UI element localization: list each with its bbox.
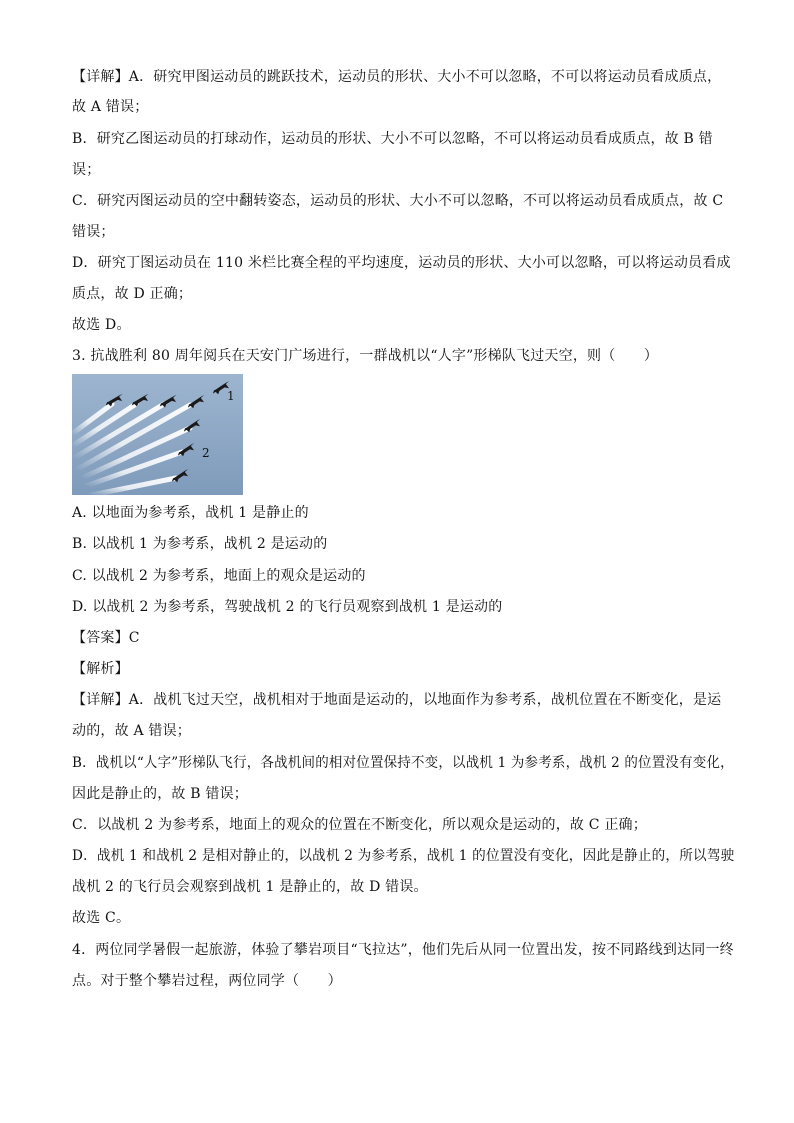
analysis-label: 【解析】: [72, 661, 129, 677]
text-line: 故选 D。: [72, 317, 131, 333]
text-line: 【详解】A．战机飞过天空，战机相对于地面是运动的，以地面作为参考系，战机位置在不断变化，是运: [72, 692, 722, 708]
text-line: 质点，故 D 正确；: [72, 286, 193, 302]
text-line: 错误；: [72, 224, 115, 240]
fighter-jets-formation-image: [72, 374, 243, 495]
text-line: 【详解】A．研究甲图运动员的跳跃技术，运动员的形状、大小不可以忽略，不可以将运动员看成质点，: [72, 69, 722, 85]
text-line: B．研究乙图运动员的打球动作，运动员的形状、大小不可以忽略，不可以将运动员看成质点，故 B 错: [72, 131, 713, 147]
text-line: 因此是静止的，故 B 错误；: [72, 786, 248, 802]
text-line: 战机 2 的飞行员会观察到战机 1 是静止的，故 D 错误。: [72, 879, 428, 895]
text-line: D．战机 1 和战机 2 是相对静止的，以战机 2 为参考系，战机 1 的位置没有变化，因此是静止的，所以驾驶: [72, 848, 735, 864]
text-line: 故 A 错误；: [72, 99, 149, 115]
text-line: D．研究丁图运动员在 110 米栏比赛全程的平均速度，运动员的形状、大小可以忽略，可以将运动员看成: [72, 255, 731, 271]
question-3-stem: 3. 抗战胜利 80 周年阅兵在天安门广场进行，一群战机以“人字”形梯队飞过天空，则（ ）: [72, 348, 659, 364]
jet-label-2: 2: [202, 446, 210, 460]
jet-label-1: 1: [227, 389, 235, 403]
text-line: B．战机以“人字”形梯队飞行，各战机间的相对位置保持不变，以战机 1 为参考系，战机 2 的位置没有变化，: [72, 755, 734, 771]
question-4-stem: 4．两位同学暑假一起旅游，体验了攀岩项目“飞拉达”，他们先后从同一位置出发，按不同路线到达同一终: [72, 942, 734, 958]
answer-label: 【答案】C: [72, 630, 140, 646]
text-line: 故选 C。: [72, 910, 131, 926]
option-c: C. 以战机 2 为参考系，地面上的观众是运动的: [72, 568, 366, 584]
question-4-stem-cont: 点。对于整个攀岩过程，两位同学（ ）: [72, 973, 342, 989]
text-line: C．研究丙图运动员的空中翻转姿态，运动员的形状、大小不可以忽略，不可以将运动员看成质点，故 C: [72, 193, 724, 209]
text-line: 动的，故 A 错误；: [72, 723, 192, 739]
text-line: 误；: [72, 162, 101, 178]
option-b: B. 以战机 1 为参考系，战机 2 是运动的: [72, 536, 328, 552]
text-line: C．以战机 2 为参考系，地面上的观众的位置在不断变化，所以观众是运动的，故 C 正确；: [72, 817, 647, 833]
option-d: D. 以战机 2 为参考系，驾驶战机 2 的飞行员观察到战机 1 是运动的: [72, 599, 503, 615]
option-a: A. 以地面为参考系，战机 1 是静止的: [72, 505, 309, 521]
